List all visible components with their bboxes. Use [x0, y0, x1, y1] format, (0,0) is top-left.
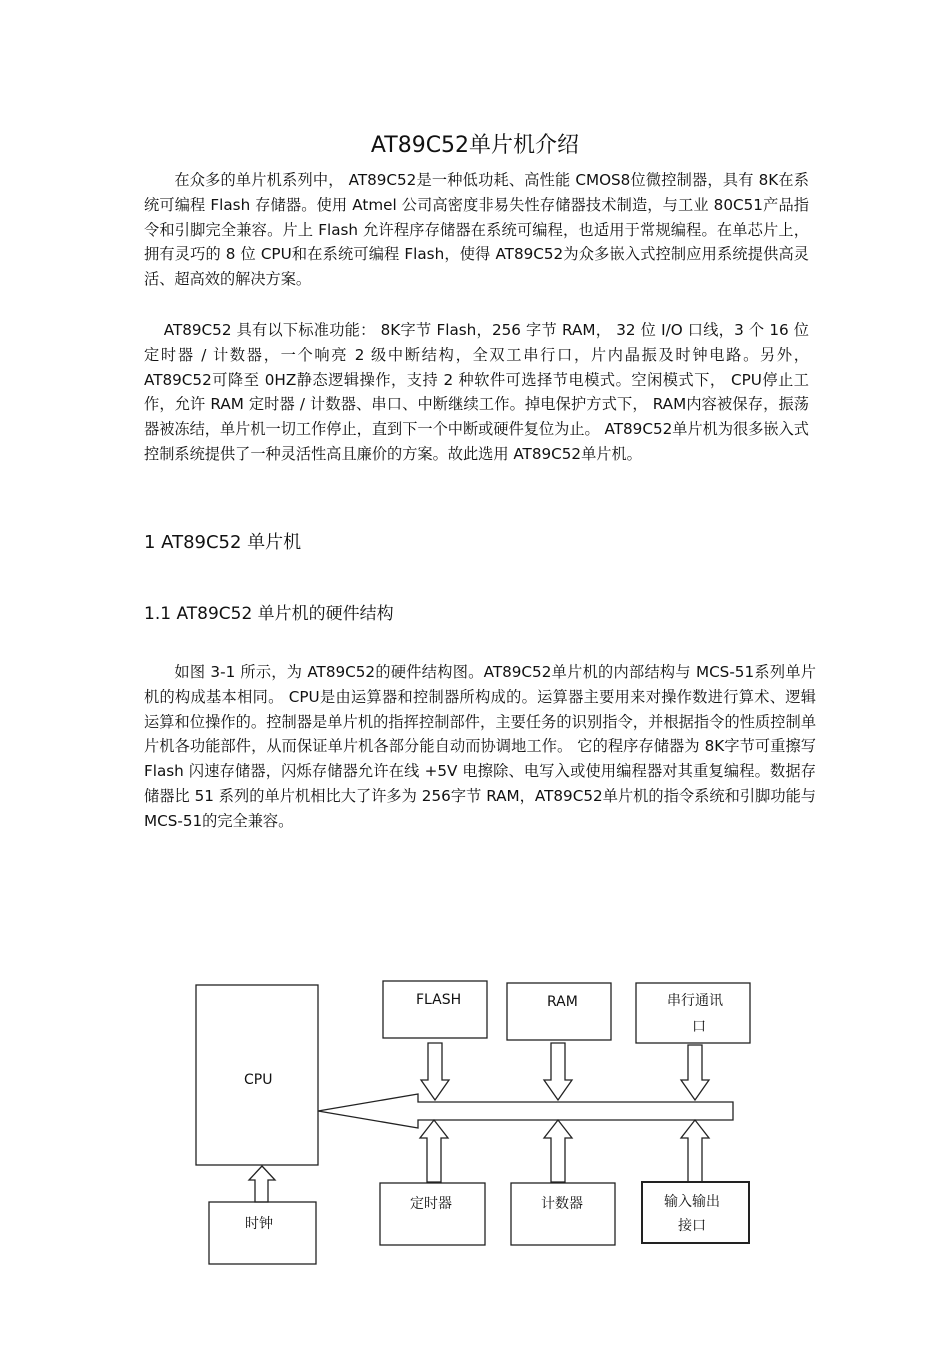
io-up-arrow — [681, 1120, 709, 1182]
cpu-label: CPU — [244, 1072, 273, 1088]
timer-label: 定时器 — [410, 1196, 452, 1212]
data-bus-arrow — [318, 1094, 733, 1128]
clock-box — [209, 1202, 316, 1264]
paragraph-3: 如图 3-1 所示，为 AT89C52的硬件结构图。AT89C52单片机的内部结构与 MCS-51系列单片机的构成基本相同。 CPU是由运算器和控制器所构成的。运算器主要用来对操作数进行算术、逻辑运算和位操作的。控制器是单片机的指挥控制部件，主要任务的识别指令，并根据指令的性质控制单片机各功能部件，从而保证单片机各部分能自动而协调地工作。 它的程序存储器为 8K字节可重擦写 Flash 闪速存储器，闪烁存储器允许在线 +5V 电擦除、电写入或使用编程器对其重复编程。数据存储器比 51 系列的单片机相比大了许多为 256字节 RAM，AT89C52单片机的指令系统和引脚功能与 MCS-51的完全兼容。 — [144, 663, 816, 830]
ram-label: RAM — [547, 994, 578, 1010]
counter-box — [511, 1183, 615, 1245]
io-label-line1: 输入输出 — [664, 1194, 720, 1210]
flash-box — [383, 981, 487, 1038]
flash-down-arrow — [421, 1043, 449, 1100]
ram-down-arrow — [544, 1043, 572, 1100]
clock-up-arrow — [249, 1166, 275, 1202]
page-title: AT89C52单片机介绍 — [370, 133, 580, 158]
paragraph-2: AT89C52 具有以下标准功能： 8K字节 Flash，256 字节 RAM， 32 位 I/O 口线，3 个 16 位定时器 / 计数器，一个响亮 2 级中断结构，全双工串行口，片内晶振及时钟电路。另外， AT89C52可降至 0HZ静态逻辑操作，支持 2 种软件可选择节电模式。空闲模式下， CPU停止工作，允许 RAM 定时器 / 计数器、串口、中断继续工作。掉电保护方式下， RAM内容被保存，振荡器被冻结，单片机一切工作停止，直到下一个中断或硬件复位为止。 AT89C52单片机为很多嵌入式控制系统提供了一种灵活性高且廉价的方案。故此选用 AT89C52单片机。 — [144, 321, 809, 463]
counter-up-arrow — [544, 1120, 572, 1182]
serial-label-line2: 口 — [692, 1019, 706, 1035]
counter-label: 计数器 — [541, 1196, 583, 1212]
flash-label: FLASH — [416, 992, 462, 1008]
clock-label: 时钟 — [245, 1216, 273, 1232]
paragraph-1: 在众多的单片机系列中， AT89C52是一种低功耗、高性能 CMOS8位微控制器，具有 8K在系统可编程 Flash 存储器。使用 Atmel 公司高密度非易失性存储器技术制造，与工业 80C51产品指令和引脚完全兼容。片上 Flash 允许程序存储器在系统可编程，也适用于常规编程。在单芯片上，拥有灵巧的 8 位 CPU和在系统可编程 Flash，使得 AT89C52为众多嵌入式控制应用系统提供高灵活、超高效的解决方案。 — [144, 171, 809, 289]
timer-box — [380, 1183, 485, 1245]
section-heading-1-1: 1.1 AT89C52 单片机的硬件结构 — [144, 604, 394, 624]
timer-up-arrow — [420, 1120, 448, 1182]
serial-down-arrow — [681, 1045, 709, 1100]
serial-label-line1: 串行通讯 — [667, 993, 723, 1009]
io-label-line2: 接口 — [678, 1218, 706, 1234]
section-heading-1: 1 AT89C52 单片机 — [144, 532, 302, 553]
ram-box — [507, 983, 611, 1040]
